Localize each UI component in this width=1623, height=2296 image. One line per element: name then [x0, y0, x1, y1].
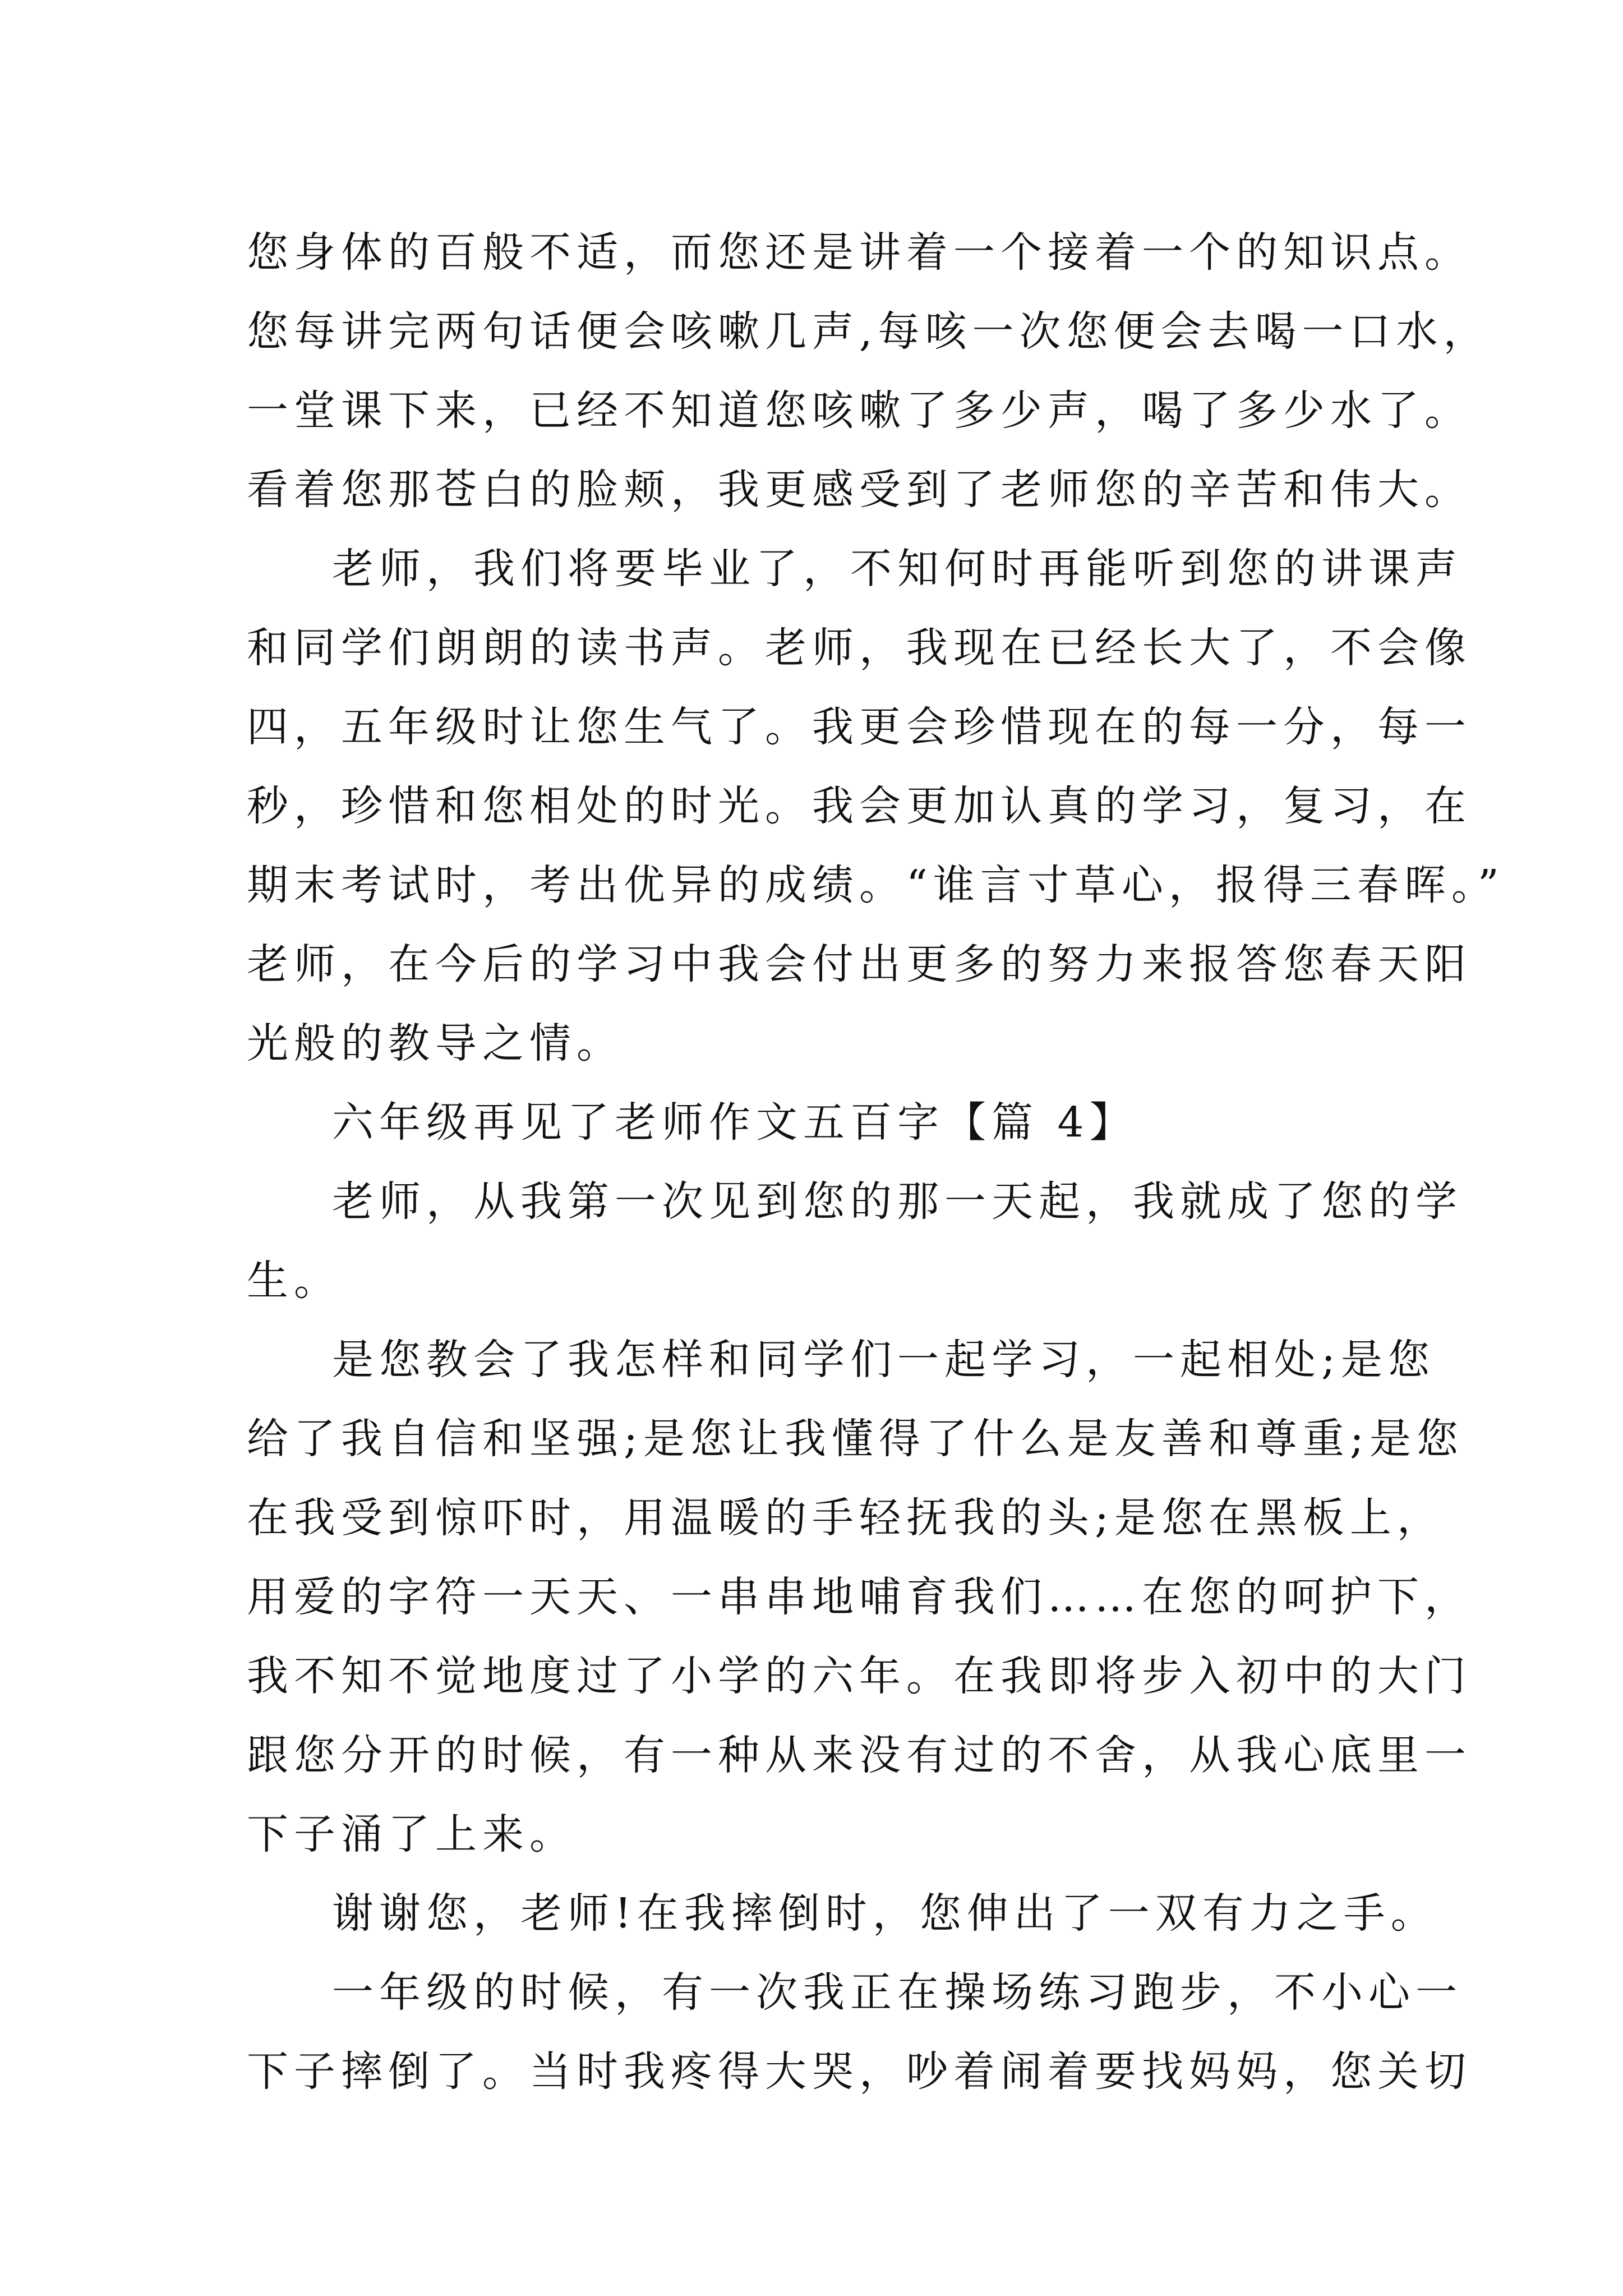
text-line-23: 一年级的时候，有一次我正在操场练习跑步，不小心一 — [332, 1968, 1463, 2017]
text-line-8: 秒，珍惜和您相处的时光。我会更加认真的学习，复习，在 — [247, 782, 1472, 830]
text-line-3: 一堂课下来，已经不知道您咳嗽了多少声，喝了多少水了。 — [247, 386, 1472, 435]
text-line-22: 谢谢您，老师!在我摔倒时，您伸出了一双有力之手。 — [332, 1889, 1438, 1938]
text-line-10: 老师，在今后的学习中我会付出更多的努力来报答您春天阳 — [247, 940, 1472, 988]
text-line-9: 期末考试时，考出优异的成绩。“谁言寸草心，报得三春晖。” — [247, 861, 1505, 909]
text-line-18: 用爱的字符一天天、一串串地哺育我们……在您的呵护下， — [247, 1573, 1472, 1621]
section-heading: 六年级再见了老师作文五百字【篇 4】 — [332, 1098, 1137, 1147]
document-body — [247, 213, 1505, 2111]
text-line-16: 给了我自信和坚强;是您让我懂得了什么是友善和尊重;是您 — [247, 1415, 1464, 1463]
text-line-19: 我不知不觉地度过了小学的六年。在我即将步入初中的大门 — [247, 1652, 1472, 1700]
text-line-1: 您身体的百般不适，而您还是讲着一个接着一个的知识点。 — [247, 228, 1472, 277]
text-line-20: 跟您分开的时候，有一种从来没有过的不舍，从我心底里一 — [247, 1731, 1472, 1779]
text-line-7: 四，五年级时让您生气了。我更会珍惜现在的每一分，每一 — [247, 703, 1472, 751]
text-line-4: 看着您那苍白的脸颊，我更感受到了老师您的辛苦和伟大。 — [247, 466, 1472, 514]
text-line-13: 老师，从我第一次见到您的那一天起，我就成了您的学 — [332, 1177, 1463, 1226]
text-line-17: 在我受到惊吓时，用温暖的手轻抚我的头;是您在黑板上， — [247, 1494, 1444, 1542]
text-line-5: 老师，我们将要毕业了，不知何时再能听到您的讲课声 — [332, 545, 1463, 593]
text-line-24: 下子摔倒了。当时我疼得大哭，吵着闹着要找妈妈，您关切 — [247, 2047, 1472, 2096]
text-line-15: 是您教会了我怎样和同学们一起学习，一起相处;是您 — [332, 1336, 1435, 1384]
text-line-21: 下子涌了上来。 — [247, 1810, 577, 1858]
text-line-2: 您每讲完两句话便会咳嗽几声,每咳一次您便会去喝一口水， — [247, 307, 1491, 356]
text-line-6: 和同学们朗朗的读书声。老师，我现在已经长大了，不会像 — [247, 624, 1472, 672]
text-line-11: 光般的教导之情。 — [247, 1019, 624, 1068]
text-line-14: 生。 — [247, 1257, 341, 1305]
